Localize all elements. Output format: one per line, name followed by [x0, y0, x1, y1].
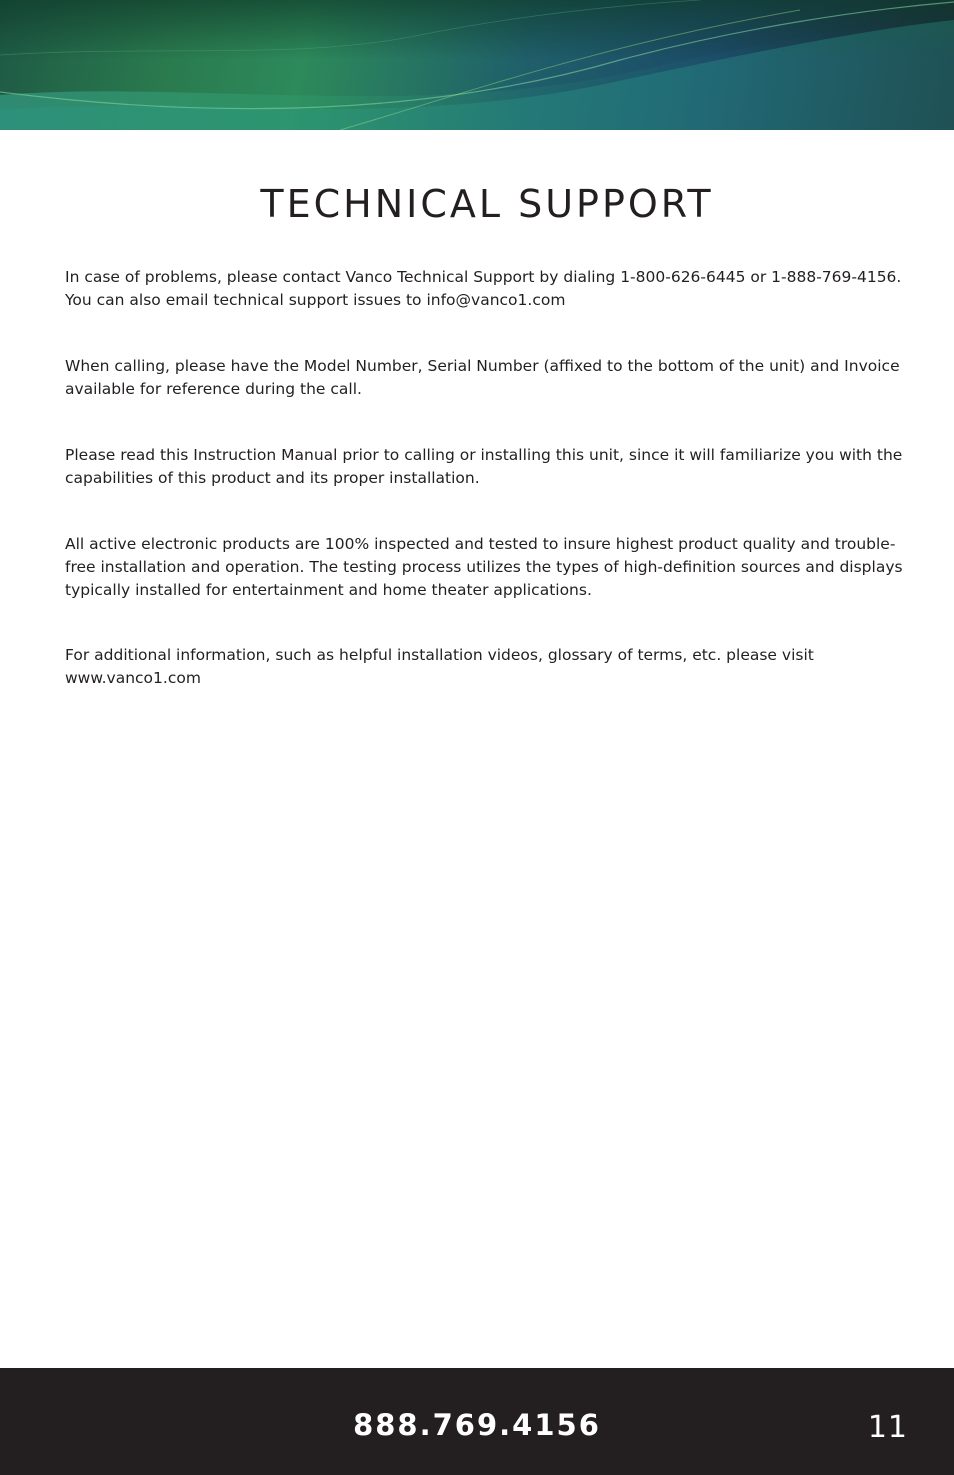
additional-info-paragraph: For additional information, such as helpful installation videos, glossary of terms, etc. please visit www.vanco1.com	[65, 646, 814, 687]
footer-phone-number: 888.769.4156	[353, 1408, 601, 1442]
calling-info-paragraph: When calling, please have the Model Number, Serial Number (affixed to the bottom of the unit) and Invoice available for reference during the call.	[65, 357, 900, 398]
page-number: 11	[867, 1410, 908, 1445]
page-title: TECHNICAL SUPPORT	[260, 182, 714, 226]
support-contact-paragraph: In case of problems, please contact Vanco Technical Support by dialing 1-800-626-6445 or 1-888-769-4156. You can also email technical support issues to info@vanco1.com	[65, 268, 902, 309]
banner-wave-graphic	[0, 0, 954, 130]
manual-advice-paragraph: Please read this Instruction Manual prior to calling or installing this unit, since it will familiarize you with the capabilities of this product and its proper installation.	[65, 446, 903, 487]
testing-info-paragraph: All active electronic products are 100% inspected and tested to insure highest product quality and trouble-free installation and operation. The testing process utilizes the types of high-definition sources and displays typically installed for entertainment and home theater applications.	[65, 535, 903, 599]
header-banner	[0, 0, 954, 130]
